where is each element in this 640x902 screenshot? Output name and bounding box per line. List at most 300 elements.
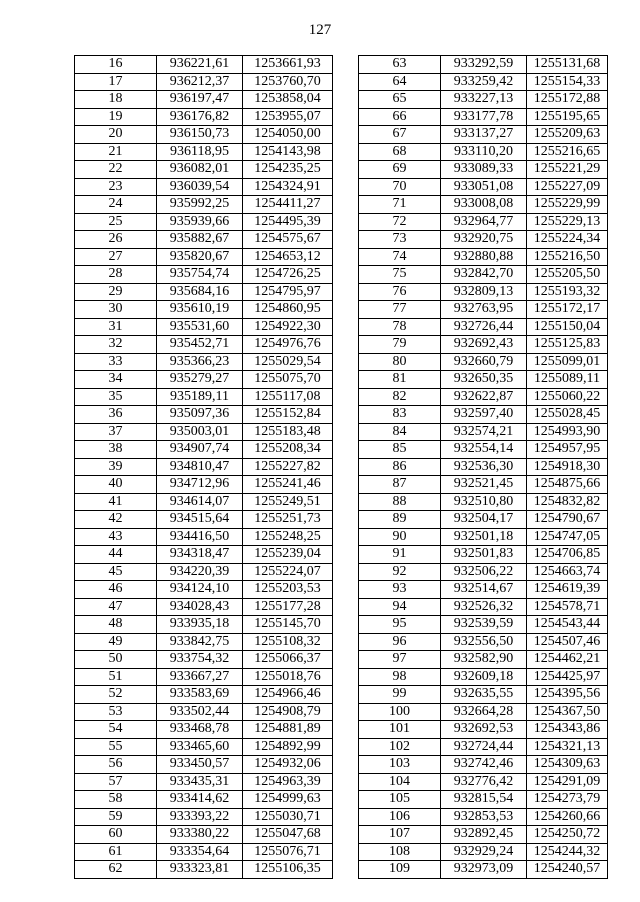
y-coordinate-cell: 1253955,07 xyxy=(243,108,333,126)
x-coordinate-cell: 932842,70 xyxy=(441,266,527,284)
table-row xyxy=(359,651,608,669)
y-coordinate-cell: 1255221,29 xyxy=(527,161,608,179)
y-coordinate-cell: 1254324,91 xyxy=(243,178,333,196)
y-coordinate-cell: 1255195,65 xyxy=(527,108,608,126)
x-coordinate-cell: 933450,57 xyxy=(157,756,243,774)
point-number-cell: 36 xyxy=(75,406,157,424)
x-coordinate-cell: 936039,54 xyxy=(157,178,243,196)
point-number-cell: 20 xyxy=(75,126,157,144)
x-coordinate-cell: 935366,23 xyxy=(157,353,243,371)
x-coordinate-cell: 932724,44 xyxy=(441,738,527,756)
y-coordinate-cell: 1254663,74 xyxy=(527,563,608,581)
table-row xyxy=(75,318,333,336)
table-row xyxy=(75,56,333,74)
y-coordinate-cell: 1254291,09 xyxy=(527,773,608,791)
point-number-cell: 51 xyxy=(75,668,157,686)
y-coordinate-cell: 1254832,82 xyxy=(527,493,608,511)
y-coordinate-cell: 1254244,32 xyxy=(527,843,608,861)
y-coordinate-cell: 1255060,22 xyxy=(527,388,608,406)
point-number-cell: 109 xyxy=(359,861,441,879)
point-number-cell: 56 xyxy=(75,756,157,774)
table-row xyxy=(359,231,608,249)
point-number-cell: 27 xyxy=(75,248,157,266)
x-coordinate-cell: 934614,07 xyxy=(157,493,243,511)
point-number-cell: 82 xyxy=(359,388,441,406)
y-coordinate-cell: 1254932,06 xyxy=(243,756,333,774)
y-coordinate-cell: 1254993,90 xyxy=(527,423,608,441)
y-coordinate-cell: 1254273,79 xyxy=(527,791,608,809)
x-coordinate-cell: 932929,24 xyxy=(441,843,527,861)
point-number-cell: 19 xyxy=(75,108,157,126)
table-row xyxy=(359,318,608,336)
x-coordinate-cell: 933227,13 xyxy=(441,91,527,109)
table-row xyxy=(359,283,608,301)
y-coordinate-cell: 1254908,79 xyxy=(243,703,333,721)
point-number-cell: 30 xyxy=(75,301,157,319)
table-row xyxy=(359,493,608,511)
table-row xyxy=(359,686,608,704)
table-row xyxy=(75,738,333,756)
table-row xyxy=(359,423,608,441)
point-number-cell: 72 xyxy=(359,213,441,231)
point-number-cell: 90 xyxy=(359,528,441,546)
y-coordinate-cell: 1255208,34 xyxy=(243,441,333,459)
x-coordinate-cell: 935189,11 xyxy=(157,388,243,406)
table-row xyxy=(75,756,333,774)
coordinates-table-left xyxy=(74,55,333,879)
x-coordinate-cell: 932504,17 xyxy=(441,511,527,529)
table-row xyxy=(359,668,608,686)
table-row xyxy=(75,371,333,389)
y-coordinate-cell: 1254860,95 xyxy=(243,301,333,319)
point-number-cell: 34 xyxy=(75,371,157,389)
y-coordinate-cell: 1255172,17 xyxy=(527,301,608,319)
table-row xyxy=(75,266,333,284)
table-row xyxy=(359,178,608,196)
x-coordinate-cell: 932514,67 xyxy=(441,581,527,599)
point-number-cell: 107 xyxy=(359,826,441,844)
y-coordinate-cell: 1254795,97 xyxy=(243,283,333,301)
point-number-cell: 55 xyxy=(75,738,157,756)
table-row xyxy=(359,791,608,809)
table-row xyxy=(359,633,608,651)
point-number-cell: 89 xyxy=(359,511,441,529)
y-coordinate-cell: 1253760,70 xyxy=(243,73,333,91)
x-coordinate-cell: 935754,74 xyxy=(157,266,243,284)
y-coordinate-cell: 1255047,68 xyxy=(243,826,333,844)
x-coordinate-cell: 934318,47 xyxy=(157,546,243,564)
x-coordinate-cell: 934810,47 xyxy=(157,458,243,476)
point-number-cell: 33 xyxy=(75,353,157,371)
point-number-cell: 43 xyxy=(75,528,157,546)
table-row xyxy=(359,56,608,74)
point-number-cell: 75 xyxy=(359,266,441,284)
y-coordinate-cell: 1255030,71 xyxy=(243,808,333,826)
table-row xyxy=(75,108,333,126)
x-coordinate-cell: 935992,25 xyxy=(157,196,243,214)
point-number-cell: 53 xyxy=(75,703,157,721)
point-number-cell: 84 xyxy=(359,423,441,441)
y-coordinate-cell: 1255106,35 xyxy=(243,861,333,879)
x-coordinate-cell: 933137,27 xyxy=(441,126,527,144)
table-row xyxy=(75,336,333,354)
x-coordinate-cell: 935003,01 xyxy=(157,423,243,441)
y-coordinate-cell: 1254892,99 xyxy=(243,738,333,756)
x-coordinate-cell: 932510,80 xyxy=(441,493,527,511)
table-row xyxy=(359,458,608,476)
table-row xyxy=(75,528,333,546)
y-coordinate-cell: 1255066,37 xyxy=(243,651,333,669)
y-coordinate-cell: 1255209,63 xyxy=(527,126,608,144)
table-row xyxy=(359,353,608,371)
x-coordinate-cell: 935684,16 xyxy=(157,283,243,301)
table-row xyxy=(75,178,333,196)
point-number-cell: 39 xyxy=(75,458,157,476)
point-number-cell: 77 xyxy=(359,301,441,319)
point-number-cell: 61 xyxy=(75,843,157,861)
x-coordinate-cell: 936150,73 xyxy=(157,126,243,144)
point-number-cell: 25 xyxy=(75,213,157,231)
table-row xyxy=(75,126,333,144)
point-number-cell: 40 xyxy=(75,476,157,494)
point-number-cell: 92 xyxy=(359,563,441,581)
x-coordinate-cell: 933051,08 xyxy=(441,178,527,196)
x-coordinate-cell: 935610,19 xyxy=(157,301,243,319)
x-coordinate-cell: 932650,35 xyxy=(441,371,527,389)
point-number-cell: 97 xyxy=(359,651,441,669)
table-row xyxy=(75,563,333,581)
table-row xyxy=(359,581,608,599)
x-coordinate-cell: 933110,20 xyxy=(441,143,527,161)
x-coordinate-cell: 934416,50 xyxy=(157,528,243,546)
y-coordinate-cell: 1255249,51 xyxy=(243,493,333,511)
x-coordinate-cell: 933842,75 xyxy=(157,633,243,651)
point-number-cell: 86 xyxy=(359,458,441,476)
point-number-cell: 95 xyxy=(359,616,441,634)
point-number-cell: 58 xyxy=(75,791,157,809)
y-coordinate-cell: 1255248,25 xyxy=(243,528,333,546)
x-coordinate-cell: 932609,18 xyxy=(441,668,527,686)
x-coordinate-cell: 932692,43 xyxy=(441,336,527,354)
point-number-cell: 98 xyxy=(359,668,441,686)
y-coordinate-cell: 1255239,04 xyxy=(243,546,333,564)
point-number-cell: 73 xyxy=(359,231,441,249)
y-coordinate-cell: 1255131,68 xyxy=(527,56,608,74)
x-coordinate-cell: 932809,13 xyxy=(441,283,527,301)
x-coordinate-cell: 933089,33 xyxy=(441,161,527,179)
y-coordinate-cell: 1254578,71 xyxy=(527,598,608,616)
x-coordinate-cell: 932726,44 xyxy=(441,318,527,336)
table-row xyxy=(359,528,608,546)
y-coordinate-cell: 1254706,85 xyxy=(527,546,608,564)
y-coordinate-cell: 1255227,09 xyxy=(527,178,608,196)
point-number-cell: 81 xyxy=(359,371,441,389)
table-row xyxy=(359,248,608,266)
table-row xyxy=(359,546,608,564)
x-coordinate-cell: 932776,42 xyxy=(441,773,527,791)
y-coordinate-cell: 1254922,30 xyxy=(243,318,333,336)
x-coordinate-cell: 936176,82 xyxy=(157,108,243,126)
point-number-cell: 93 xyxy=(359,581,441,599)
point-number-cell: 62 xyxy=(75,861,157,879)
table-row xyxy=(75,161,333,179)
y-coordinate-cell: 1254462,21 xyxy=(527,651,608,669)
point-number-cell: 83 xyxy=(359,406,441,424)
y-coordinate-cell: 1254918,30 xyxy=(527,458,608,476)
point-number-cell: 103 xyxy=(359,756,441,774)
table-row xyxy=(359,756,608,774)
coordinates-table-right xyxy=(358,55,608,879)
point-number-cell: 24 xyxy=(75,196,157,214)
point-number-cell: 46 xyxy=(75,581,157,599)
x-coordinate-cell: 933259,42 xyxy=(441,73,527,91)
y-coordinate-cell: 1254963,39 xyxy=(243,773,333,791)
x-coordinate-cell: 932526,32 xyxy=(441,598,527,616)
table-row xyxy=(75,493,333,511)
x-coordinate-cell: 935820,67 xyxy=(157,248,243,266)
point-number-cell: 96 xyxy=(359,633,441,651)
y-coordinate-cell: 1255183,48 xyxy=(243,423,333,441)
y-coordinate-cell: 1255150,04 xyxy=(527,318,608,336)
y-coordinate-cell: 1255229,99 xyxy=(527,196,608,214)
point-number-cell: 35 xyxy=(75,388,157,406)
y-coordinate-cell: 1255108,32 xyxy=(243,633,333,651)
x-coordinate-cell: 936082,01 xyxy=(157,161,243,179)
table-row xyxy=(75,196,333,214)
table-row xyxy=(75,458,333,476)
table-row xyxy=(359,476,608,494)
table-row xyxy=(75,668,333,686)
point-number-cell: 100 xyxy=(359,703,441,721)
x-coordinate-cell: 932964,77 xyxy=(441,213,527,231)
table-row xyxy=(359,108,608,126)
point-number-cell: 37 xyxy=(75,423,157,441)
point-number-cell: 69 xyxy=(359,161,441,179)
x-coordinate-cell: 933008,08 xyxy=(441,196,527,214)
y-coordinate-cell: 1254966,46 xyxy=(243,686,333,704)
point-number-cell: 68 xyxy=(359,143,441,161)
y-coordinate-cell: 1255227,82 xyxy=(243,458,333,476)
table-row xyxy=(359,371,608,389)
x-coordinate-cell: 934712,96 xyxy=(157,476,243,494)
y-coordinate-cell: 1254321,13 xyxy=(527,738,608,756)
point-number-cell: 70 xyxy=(359,178,441,196)
point-number-cell: 67 xyxy=(359,126,441,144)
point-number-cell: 16 xyxy=(75,56,157,74)
table-row xyxy=(359,843,608,861)
table-row xyxy=(359,143,608,161)
y-coordinate-cell: 1254411,27 xyxy=(243,196,333,214)
table-row xyxy=(359,773,608,791)
y-coordinate-cell: 1254881,89 xyxy=(243,721,333,739)
table-row xyxy=(359,616,608,634)
y-coordinate-cell: 1254309,63 xyxy=(527,756,608,774)
point-number-cell: 50 xyxy=(75,651,157,669)
page-number: 127 xyxy=(308,22,332,38)
x-coordinate-cell: 932742,46 xyxy=(441,756,527,774)
point-number-cell: 80 xyxy=(359,353,441,371)
point-number-cell: 29 xyxy=(75,283,157,301)
x-coordinate-cell: 932920,75 xyxy=(441,231,527,249)
y-coordinate-cell: 1254575,67 xyxy=(243,231,333,249)
table-row xyxy=(75,231,333,249)
table-row xyxy=(359,91,608,109)
y-coordinate-cell: 1254425,97 xyxy=(527,668,608,686)
y-coordinate-cell: 1254875,66 xyxy=(527,476,608,494)
y-coordinate-cell: 1255075,70 xyxy=(243,371,333,389)
table-row xyxy=(359,721,608,739)
y-coordinate-cell: 1255205,50 xyxy=(527,266,608,284)
point-number-cell: 41 xyxy=(75,493,157,511)
x-coordinate-cell: 934028,43 xyxy=(157,598,243,616)
y-coordinate-cell: 1254260,66 xyxy=(527,808,608,826)
point-number-cell: 57 xyxy=(75,773,157,791)
x-coordinate-cell: 933380,22 xyxy=(157,826,243,844)
table-row xyxy=(75,213,333,231)
point-number-cell: 47 xyxy=(75,598,157,616)
y-coordinate-cell: 1255028,45 xyxy=(527,406,608,424)
y-coordinate-cell: 1255089,11 xyxy=(527,371,608,389)
table-row xyxy=(75,476,333,494)
x-coordinate-cell: 932692,53 xyxy=(441,721,527,739)
point-number-cell: 49 xyxy=(75,633,157,651)
point-number-cell: 64 xyxy=(359,73,441,91)
y-coordinate-cell: 1255145,70 xyxy=(243,616,333,634)
x-coordinate-cell: 932574,21 xyxy=(441,423,527,441)
point-number-cell: 52 xyxy=(75,686,157,704)
y-coordinate-cell: 1255216,65 xyxy=(527,143,608,161)
point-number-cell: 94 xyxy=(359,598,441,616)
point-number-cell: 60 xyxy=(75,826,157,844)
x-coordinate-cell: 932501,18 xyxy=(441,528,527,546)
x-coordinate-cell: 933935,18 xyxy=(157,616,243,634)
x-coordinate-cell: 933465,60 xyxy=(157,738,243,756)
table-row xyxy=(75,616,333,634)
x-coordinate-cell: 932660,79 xyxy=(441,353,527,371)
point-number-cell: 66 xyxy=(359,108,441,126)
table-row xyxy=(359,738,608,756)
point-number-cell: 88 xyxy=(359,493,441,511)
point-number-cell: 79 xyxy=(359,336,441,354)
point-number-cell: 78 xyxy=(359,318,441,336)
x-coordinate-cell: 935531,60 xyxy=(157,318,243,336)
point-number-cell: 28 xyxy=(75,266,157,284)
x-coordinate-cell: 933583,69 xyxy=(157,686,243,704)
table-row xyxy=(75,773,333,791)
x-coordinate-cell: 932892,45 xyxy=(441,826,527,844)
y-coordinate-cell: 1255224,34 xyxy=(527,231,608,249)
y-coordinate-cell: 1253858,04 xyxy=(243,91,333,109)
x-coordinate-cell: 936197,47 xyxy=(157,91,243,109)
point-number-cell: 102 xyxy=(359,738,441,756)
x-coordinate-cell: 932853,53 xyxy=(441,808,527,826)
table-row xyxy=(359,388,608,406)
x-coordinate-cell: 932815,54 xyxy=(441,791,527,809)
x-coordinate-cell: 934515,64 xyxy=(157,511,243,529)
x-coordinate-cell: 933435,31 xyxy=(157,773,243,791)
x-coordinate-cell: 932556,50 xyxy=(441,633,527,651)
y-coordinate-cell: 1254367,50 xyxy=(527,703,608,721)
table-row xyxy=(75,791,333,809)
point-number-cell: 54 xyxy=(75,721,157,739)
x-coordinate-cell: 932973,09 xyxy=(441,861,527,879)
table-row xyxy=(75,703,333,721)
point-number-cell: 85 xyxy=(359,441,441,459)
x-coordinate-cell: 932582,90 xyxy=(441,651,527,669)
x-coordinate-cell: 935939,66 xyxy=(157,213,243,231)
point-number-cell: 91 xyxy=(359,546,441,564)
point-number-cell: 108 xyxy=(359,843,441,861)
point-number-cell: 87 xyxy=(359,476,441,494)
y-coordinate-cell: 1255224,07 xyxy=(243,563,333,581)
x-coordinate-cell: 933667,27 xyxy=(157,668,243,686)
point-number-cell: 74 xyxy=(359,248,441,266)
y-coordinate-cell: 1254395,56 xyxy=(527,686,608,704)
table-row xyxy=(75,511,333,529)
x-coordinate-cell: 933502,44 xyxy=(157,703,243,721)
table-row xyxy=(359,861,608,879)
table-row xyxy=(359,266,608,284)
x-coordinate-cell: 932501,83 xyxy=(441,546,527,564)
y-coordinate-cell: 1254250,72 xyxy=(527,826,608,844)
y-coordinate-cell: 1254957,95 xyxy=(527,441,608,459)
table-row xyxy=(359,301,608,319)
x-coordinate-cell: 932880,88 xyxy=(441,248,527,266)
y-coordinate-cell: 1255152,84 xyxy=(243,406,333,424)
x-coordinate-cell: 933754,32 xyxy=(157,651,243,669)
table-row xyxy=(75,686,333,704)
table-row xyxy=(75,651,333,669)
y-coordinate-cell: 1254543,44 xyxy=(527,616,608,634)
point-number-cell: 31 xyxy=(75,318,157,336)
y-coordinate-cell: 1255099,01 xyxy=(527,353,608,371)
point-number-cell: 42 xyxy=(75,511,157,529)
y-coordinate-cell: 1254619,39 xyxy=(527,581,608,599)
table-row xyxy=(359,598,608,616)
x-coordinate-cell: 934220,39 xyxy=(157,563,243,581)
table-row xyxy=(75,353,333,371)
table-row xyxy=(359,161,608,179)
y-coordinate-cell: 1254240,57 xyxy=(527,861,608,879)
x-coordinate-cell: 933323,81 xyxy=(157,861,243,879)
y-coordinate-cell: 1254143,98 xyxy=(243,143,333,161)
point-number-cell: 71 xyxy=(359,196,441,214)
x-coordinate-cell: 935097,36 xyxy=(157,406,243,424)
x-coordinate-cell: 936221,61 xyxy=(157,56,243,74)
table-row xyxy=(75,808,333,826)
table-row xyxy=(359,73,608,91)
table-row xyxy=(359,808,608,826)
point-number-cell: 21 xyxy=(75,143,157,161)
table-row xyxy=(75,826,333,844)
x-coordinate-cell: 932521,45 xyxy=(441,476,527,494)
point-number-cell: 76 xyxy=(359,283,441,301)
table-row xyxy=(75,73,333,91)
point-number-cell: 59 xyxy=(75,808,157,826)
point-number-cell: 23 xyxy=(75,178,157,196)
x-coordinate-cell: 933354,64 xyxy=(157,843,243,861)
x-coordinate-cell: 932622,87 xyxy=(441,388,527,406)
point-number-cell: 44 xyxy=(75,546,157,564)
x-coordinate-cell: 935452,71 xyxy=(157,336,243,354)
table-row xyxy=(75,633,333,651)
table-row xyxy=(359,406,608,424)
x-coordinate-cell: 933414,62 xyxy=(157,791,243,809)
x-coordinate-cell: 932763,95 xyxy=(441,301,527,319)
point-number-cell: 105 xyxy=(359,791,441,809)
table-row xyxy=(75,861,333,879)
y-coordinate-cell: 1254747,05 xyxy=(527,528,608,546)
